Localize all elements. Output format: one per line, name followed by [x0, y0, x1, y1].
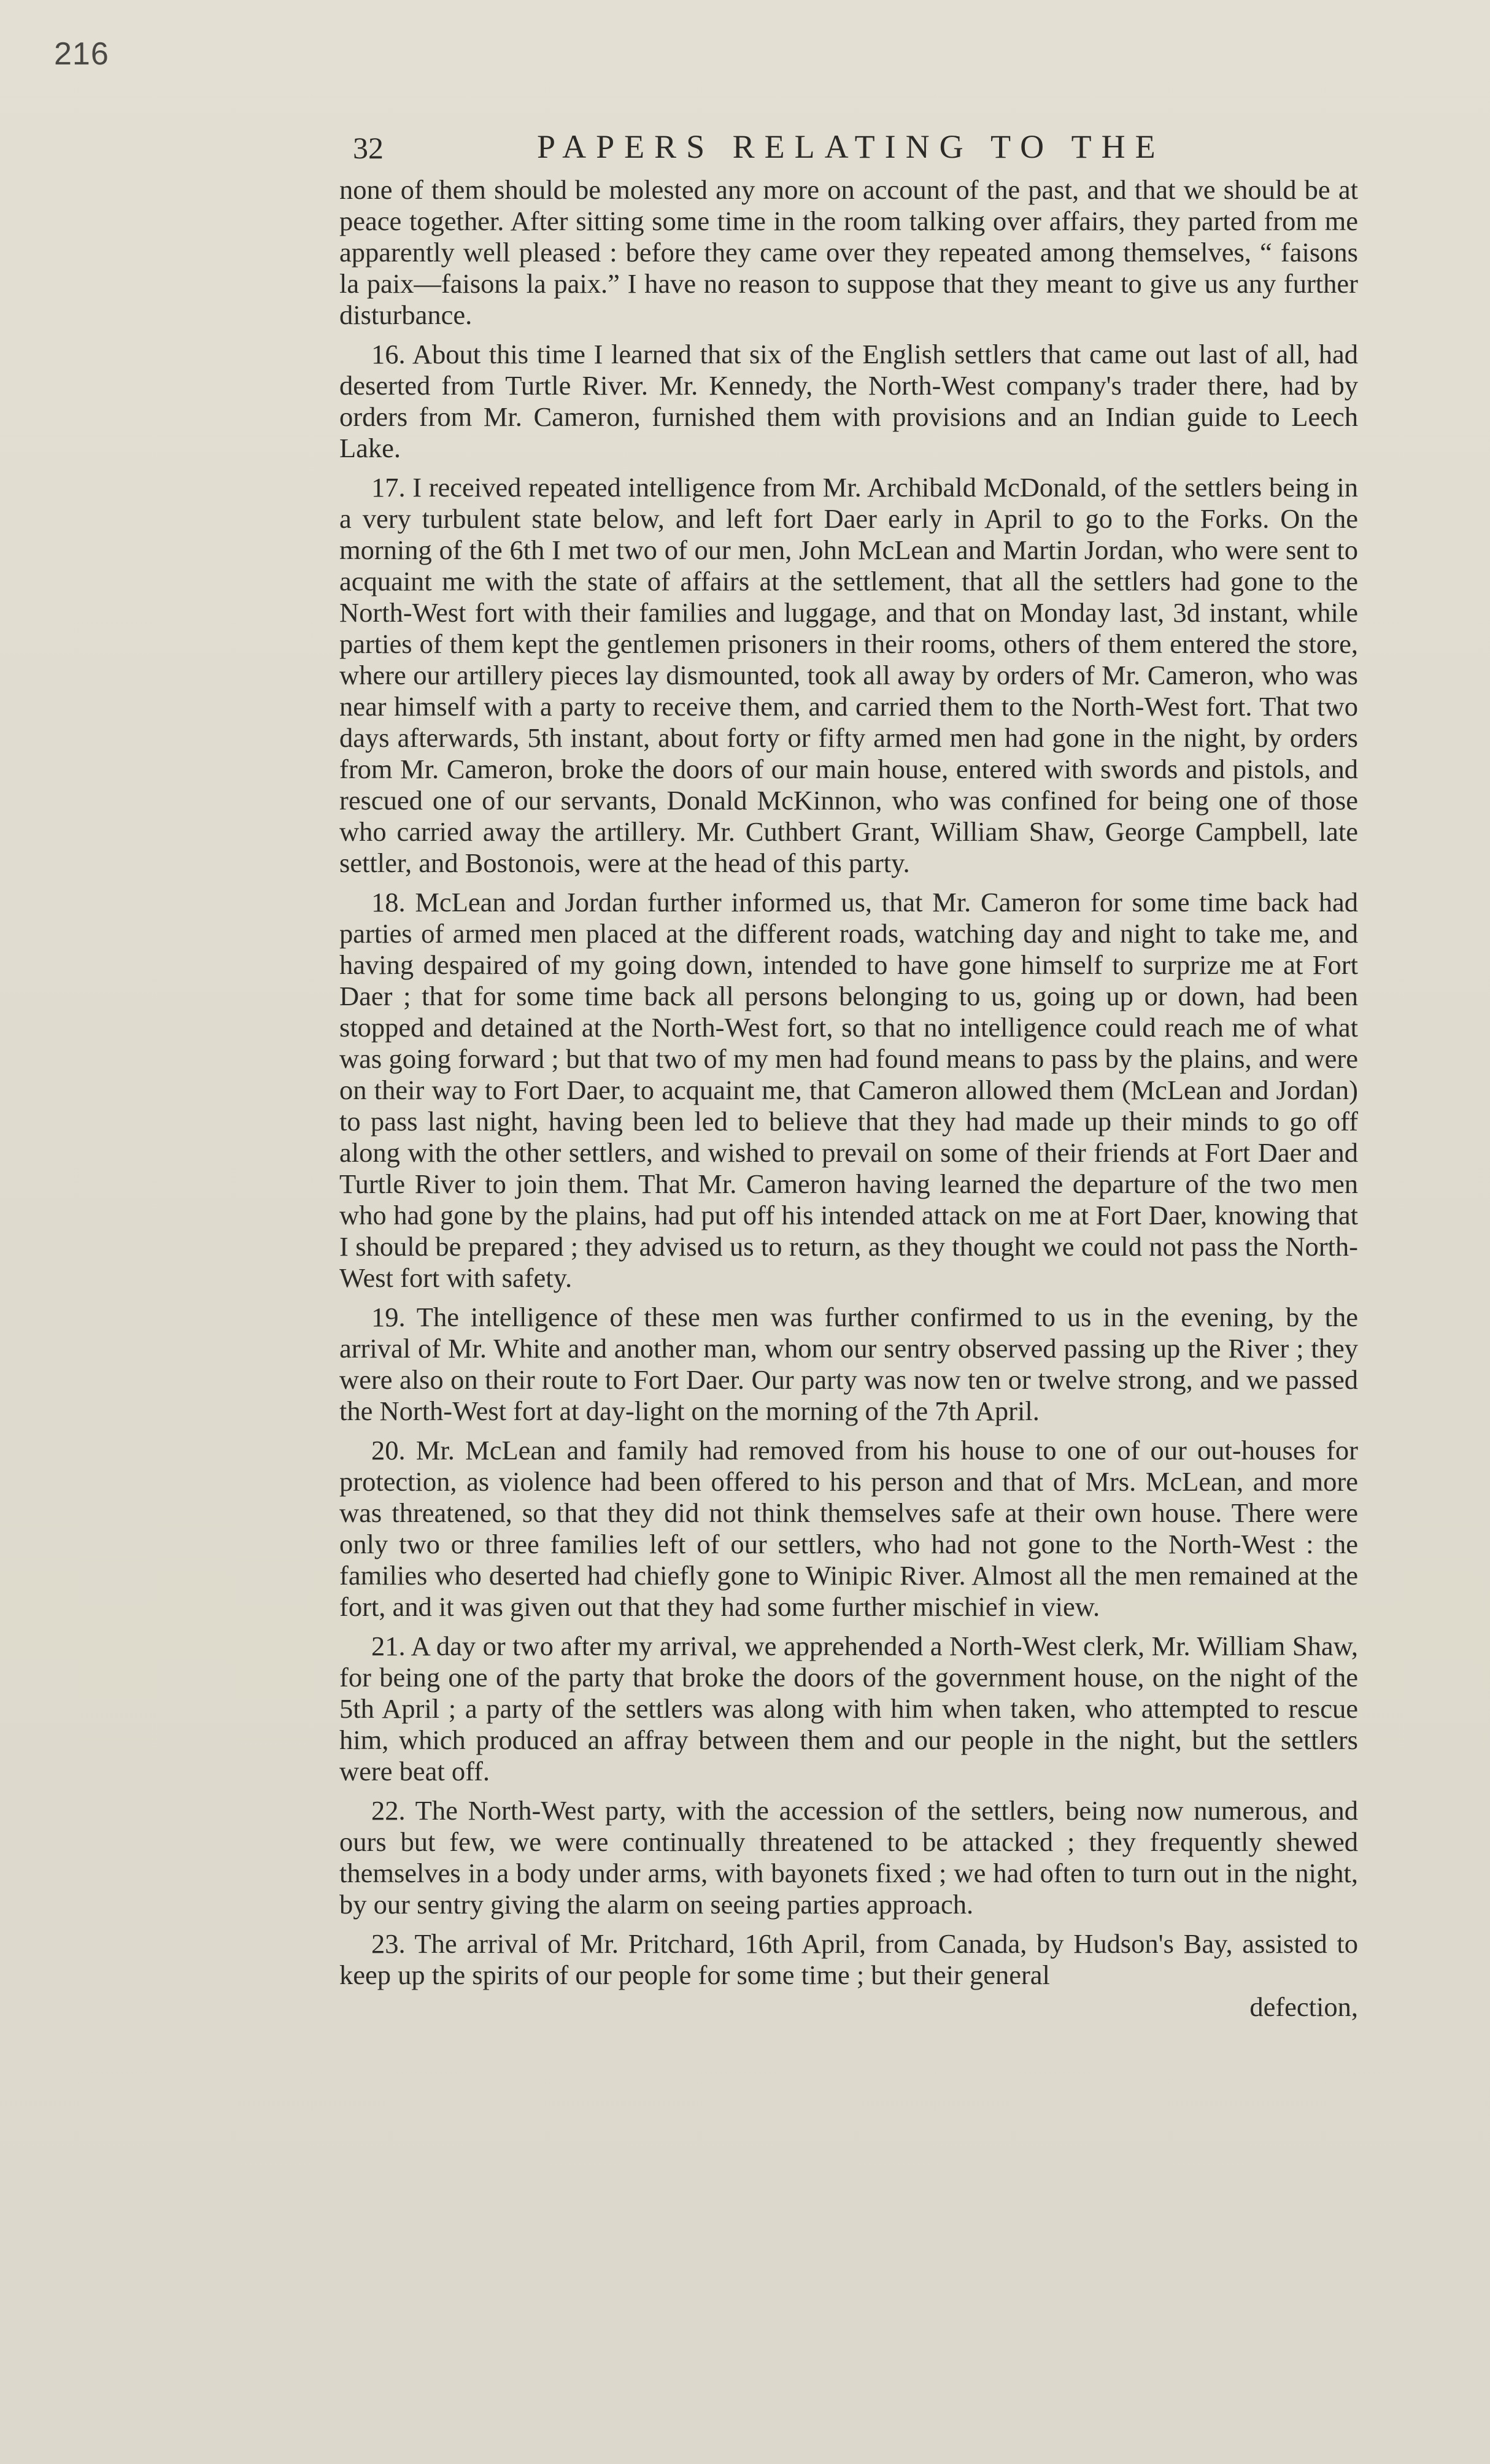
paragraph-23: 23. The arrival of Mr. Pritchard, 16th April, from Canada, by Hudson's Bay, assisted to keep up the spirits of our people for some time ; but their general [339, 1928, 1358, 1990]
running-head [353, 128, 1353, 171]
paragraph-16: 16. About this time I learned that six of the English settlers that came out last of all, had deserted from Turtle River. Mr. Kennedy, the North-West company's trader there, had by orders from Mr. Cameron, furnished them with provisions and an Indian guide to Leech Lake. [339, 339, 1358, 463]
paragraph-22: 22. The North-West party, with the accession of the settlers, being now numerous, and ours but few, we were continually threatened to be attacked ; they frequently shewed themselves in a body under arms, with bayonets fixed ; we had often to turn out in the night, by our sentry giving the alarm on seeing parties approach. [339, 1795, 1358, 1920]
page-number: 32 [353, 131, 384, 165]
paragraph-18: 18. McLean and Jordan further informed us, that Mr. Cameron for some time back had parties of armed men placed at the different roads, watching day and night to take me, and having despaired of my going down, intended to have gone himself to surprize me at Fort Daer ; that for some time back all persons belonging to us, going up or down, had been stopped and detained at the North-West fort, so that no intelligence could reach me of what was going forward ; but that two of my men had found means to pass by the plains, and were on their way to Fort Daer, to acquaint me, that Cameron allowed them (McLean and Jordan) to pass last night, having been led to believe that they had made up their minds to go off along with the other settlers, and wished to prevail on some of their friends at Fort Daer and Turtle River to join them. That Mr. Cameron having learned the departure of the two men who had gone by the plains, had put off his intended attack on me at Fort Daer, knowing that I should be prepared ; they advised us to return, as they thought we could not pass the North-West fort with safety. [339, 887, 1358, 1293]
paragraph-20: 20. Mr. McLean and family had removed from his house to one of our out-houses for protection, as violence had been offered to his person and that of Mrs. McLean, and more was threatened, so that they did not think themselves safe at their own house. There were only two or three families left of our settlers, who had not gone to the North-West : the families who deserted had chiefly gone to Winipic River. Almost all the men remained at the fort, and it was given out that they had some further mischief in view. [339, 1435, 1358, 1622]
paragraph-17: 17. I received repeated intelligence from Mr. Archibald McDonald, of the settlers being in a very turbulent state below, and left fort Daer early in April to go to the Forks. On the morning of the 6th I met two of our men, John McLean and Martin Jordan, who were sent to acquaint me with the state of affairs at the settlement, that all the settlers had gone to the North-West fort with their families and luggage, and that on Monday last, 3d instant, while parties of them kept the gentlemen prisoners in their rooms, others of them entered the store, where our artillery pieces lay dismounted, took all away by orders of Mr. Cameron, who was near himself with a party to receive them, and carried them to the North-West fort. That two days afterwards, 5th instant, about forty or fifty armed men had gone in the night, by orders from Mr. Cameron, broke the doors of our main house, entered with swords and pistols, and rescued one of our servants, Donald McKinnon, who was confined for being one of those who carried away the artillery. Mr. Cuthbert Grant, William Shaw, George Campbell, late settler, and Bostonois, were at the head of this party. [339, 472, 1358, 878]
paragraph-19: 19. The intelligence of these men was further confirmed to us in the evening, by the arrival of Mr. White and another man, whom our sentry observed passing up the River ; they were also on their route to Fort Daer. Our party was now ten or twelve strong, and we passed the North-West fort at day-light on the morning of the 7th April. [339, 1302, 1358, 1426]
paragraph-continuation: none of them should be molested any more on account of the past, and that we should be at peace together. After sitting some time in the room talking over affairs, they parted from me apparently well pleased : before they came over they repeated among themselves, “ faisons la paix—faisons la paix.” I have no reason to suppose that they meant to give us any further disturbance. [339, 174, 1358, 330]
folio-number: 216 [54, 36, 109, 72]
body-text [339, 174, 1358, 2022]
catchword: defection, [1249, 1991, 1358, 2022]
paragraph-21: 21. A day or two after my arrival, we apprehended a North-West clerk, Mr. William Shaw, for being one of the party that broke the doors of the government house, on the night of the 5th April ; a party of the settlers was along with him when taken, who attempted to rescue him, which produced an affray between them and our people in the night, but the settlers were beat off. [339, 1631, 1358, 1786]
running-head-title: PAPERS RELATING TO THE [537, 128, 1165, 165]
